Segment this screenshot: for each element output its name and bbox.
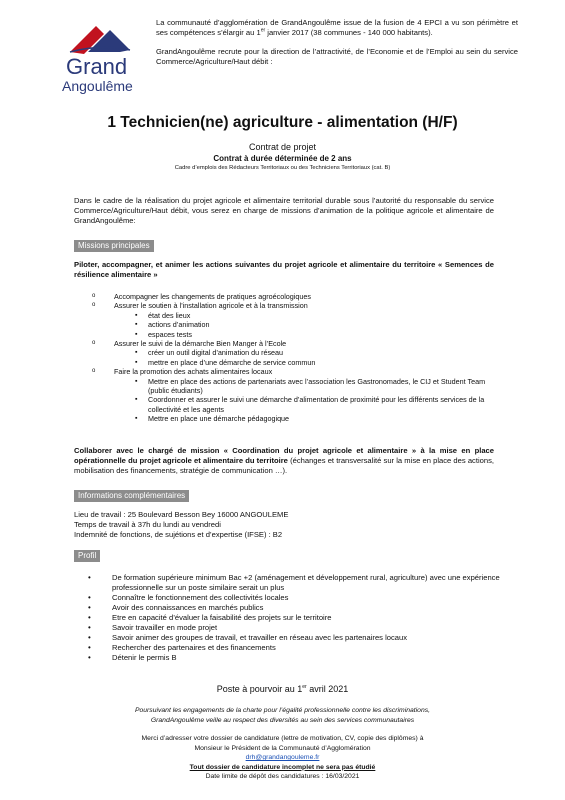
list-item: ▪ actions d’animation bbox=[114, 320, 494, 329]
footer-incomplete-notice: Tout dossier de candidature incomplet ne sera pas étudié bbox=[189, 763, 376, 771]
contract-duration: Contrat à durée déterminée de 2 ans bbox=[213, 154, 352, 163]
list-item: ▪ mettre en place d’une démarche de service commun bbox=[114, 358, 494, 367]
equality-charter bbox=[0, 706, 565, 726]
charter-line-1: Poursuivant les engagements de la charte pour l’égalité professionnelle contre les discriminations, bbox=[134, 707, 431, 714]
list-item: • Rechercher des partenaires et des financements bbox=[92, 643, 502, 653]
list-item: • Savoir animer des groupes de travail, et travailler en réseau avec les partenaires locaux bbox=[92, 633, 502, 643]
info-hours: Temps de travail à 37h du lundi au vendredi bbox=[74, 520, 221, 529]
job-title: 1 Technicien(ne) agriculture - alimentation (H/F) bbox=[107, 114, 458, 131]
profil-list bbox=[92, 573, 502, 663]
section-header-informations: Informations complémentaires bbox=[74, 490, 189, 502]
list-item: ▪ Mettre en place une démarche pédagogique bbox=[114, 414, 494, 423]
list-item: • Connaître le fonctionnement des collectivités locales bbox=[92, 593, 502, 603]
list-item: ▪ espaces tests bbox=[114, 330, 494, 339]
section-header-missions: Missions principales bbox=[74, 240, 154, 252]
info-allowance: Indemnité de fonctions, de sujétions et d’expertise (IFSE) : B2 bbox=[74, 530, 283, 539]
logo-word-grand: Grand bbox=[66, 54, 128, 79]
list-item: o Assurer le soutien à l’installation agricole et à la transmission ▪ état des lieux ▪ actions d’animation ▪ espaces tests bbox=[94, 301, 494, 339]
missions-lead: Piloter, accompagner, et animer les actions suivantes du projet agricole et alimentaire du territoire « Semences de résilience alimentaire » bbox=[74, 260, 494, 279]
application-footer bbox=[0, 734, 565, 782]
footer-line-1: Merci d’adresser votre dossier de candidature (lettre de motivation, CV, copie des diplômes) à bbox=[141, 735, 424, 742]
intro-paragraph-1: La communauté d’agglomération de GrandAngoulême issue de la fusion de 4 EPCI a vu son périmètre et ses compétences s’élargir au 1er janvier 2017 (38 communes - 140 000 habitants). bbox=[156, 18, 518, 37]
list-item: o Accompagner les changements de pratiques agroécologiques bbox=[94, 292, 494, 301]
list-item: • Etre en capacité d’évaluer la faisabilité des projets sur le territoire bbox=[92, 613, 502, 623]
charter-line-2: GrandAngoulême veille au respect des diversités au sein des services communautaires bbox=[150, 717, 415, 724]
contract-type: Contrat de projet bbox=[248, 142, 317, 152]
info-lines bbox=[74, 510, 288, 540]
list-item: ▪ Coordonner et assurer le suivi une démarche d’alimentation de proximité pour les différents services de la collectivité et les agents bbox=[114, 395, 494, 414]
logo-word-angouleme: Angoulême bbox=[62, 78, 133, 94]
list-item: ▪ Mettre en place des actions de partenariats avec l’association les Gastronomades, le CIJ et Student Team (public étudiants) bbox=[114, 377, 494, 396]
grandangouleme-logo bbox=[60, 22, 140, 104]
contact-email-link[interactable]: drh@grandangouleme.fr bbox=[245, 754, 320, 762]
list-item: • Savoir travailler en mode projet bbox=[92, 623, 502, 633]
list-item: • Détenir le permis B bbox=[92, 653, 502, 663]
contract-grades: Cadre d’emplois des Rédacteurs Territoriaux ou des Techniciens Territoriaux (cat. B) bbox=[174, 165, 391, 171]
missions-list bbox=[94, 292, 494, 424]
footer-line-2: Monsieur le Président de la Communauté d’Agglomération bbox=[194, 744, 371, 752]
context-paragraph: Dans le cadre de la réalisation du projet agricole et alimentaire territorial durable sous l’autorité du responsable du service Commerce/Agriculture/Haut débit, vous serez en charge de missions d’animation de la politique agricole et alimentaire de GrandAngoulême: bbox=[74, 196, 494, 225]
intro-text bbox=[156, 18, 518, 76]
list-item: ▪ état des lieux bbox=[114, 311, 494, 320]
list-item: • De formation supérieure minimum Bac +2 (aménagement et développement rural, agriculture) avec une expérience professionnelle sur un poste similaire serait un plus bbox=[92, 573, 502, 593]
info-location: Lieu de travail : 25 Boulevard Besson Bey 16000 ANGOULEME bbox=[74, 510, 289, 519]
start-date: Poste à pourvoir au 1er avril 2021 bbox=[216, 684, 349, 694]
list-item: o Assurer le suivi de la démarche Bien Manger à l’Ecole ▪ créer un outil digital d’animation du réseau ▪ mettre en place d’une démarche de service commun bbox=[94, 339, 494, 367]
footer-deadline: Date limite de dépôt des candidatures : 16/03/2021 bbox=[205, 773, 360, 781]
list-item: o Faire la promotion des achats alimentaires locaux ▪ Mettre en place des actions de partenariats avec l’association les Gastronomades, le CIJ et Student Team (public étudiants) ▪ Coordonner et assurer le suivi une démarche d’alimentation de proximité pour les différents services de la collectivité et les agents ▪ Mettre en place une démarche pédagogique bbox=[94, 367, 494, 423]
list-item: ▪ créer un outil digital d’animation du réseau bbox=[114, 348, 494, 357]
list-item: • Avoir des connaissances en marchés publics bbox=[92, 603, 502, 613]
intro-paragraph-2: GrandAngoulême recrute pour la direction de l’attractivité, de l’Economie et de l’Emploi au sein du service Commerce/Agriculture/Haut débit : bbox=[156, 47, 518, 66]
section-header-profil: Profil bbox=[74, 550, 100, 562]
collaboration-paragraph: Collaborer avec le chargé de mission « Coordination du projet agricole et alimentaire » à la mise en place opérationnelle du projet agricole et alimentaire du territoire (échanges et transversalité sur la mise en place des actions, mobilisation des financements, stratégie de communication …). bbox=[74, 446, 495, 475]
